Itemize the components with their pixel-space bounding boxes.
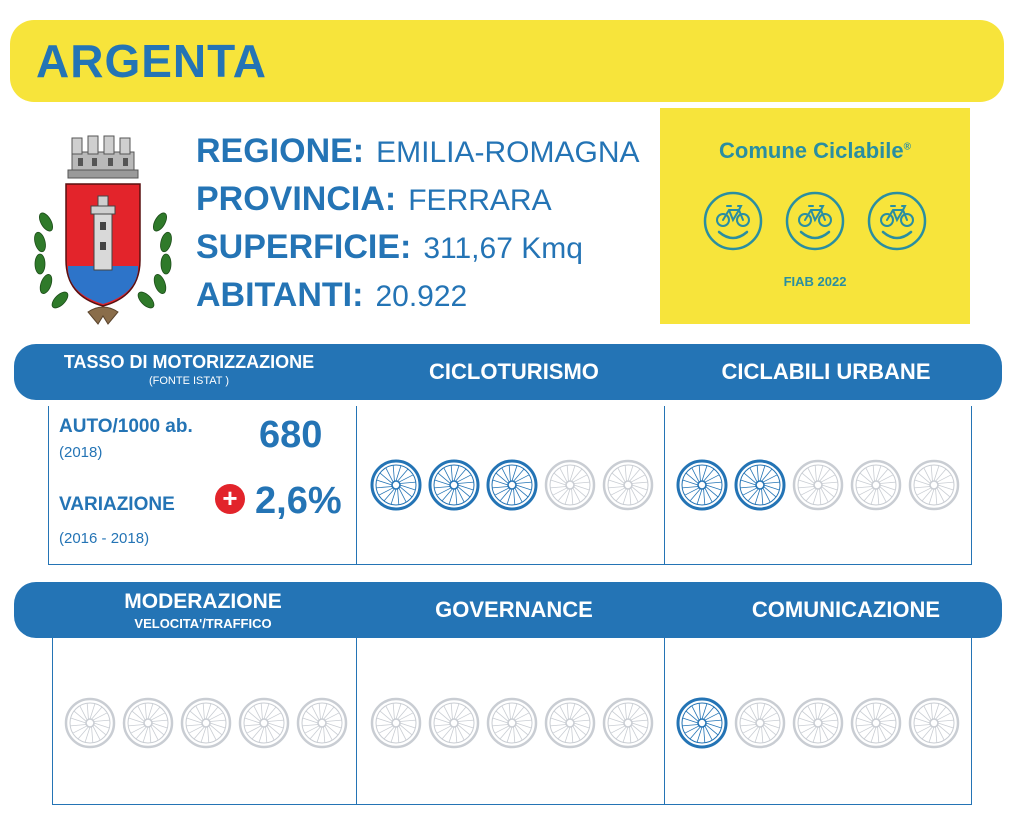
moderazione-panel <box>52 638 358 805</box>
wheel-icon-empty <box>791 458 845 512</box>
variation-years: (2016 - 2018) <box>59 530 150 547</box>
bike-smile-icon <box>784 190 846 252</box>
wheel-icon-empty <box>369 696 423 750</box>
wheel-icon-filled <box>675 458 729 512</box>
comunicazione-panel <box>664 638 972 805</box>
info-provincia <box>196 180 640 228</box>
auto-year: (2018) <box>59 444 103 461</box>
registered-mark: ® <box>903 141 911 153</box>
header-band-1 <box>14 344 1002 400</box>
motorization-source: (FONTE ISTAT ) <box>148 375 230 387</box>
info-value: 311,67 Kmq <box>423 232 583 265</box>
info-superficie <box>196 228 640 276</box>
wheel-icon-filled <box>485 458 539 512</box>
wheel-icon-empty <box>237 696 291 750</box>
motorization-title: TASSO DI MOTORIZZAZIONE <box>63 352 315 372</box>
plus-icon: + <box>215 484 245 514</box>
wheel-icon-empty <box>179 696 233 750</box>
info-label: PROVINCIA: <box>196 180 397 218</box>
variation-label: VARIAZIONE <box>59 494 175 515</box>
title-bar <box>10 20 1004 102</box>
wheel-icon-empty <box>485 696 539 750</box>
info-value: FERRARA <box>408 184 552 217</box>
ciclabili-urbane-title: CICLABILI URBANE <box>721 359 931 384</box>
info-value: EMILIA-ROMAGNA <box>376 136 640 169</box>
coat-of-arms-icon <box>28 130 178 330</box>
page-title: ARGENTA <box>36 35 268 87</box>
wheel-icon-empty <box>601 458 655 512</box>
bike-smile-icon <box>702 190 764 252</box>
wheel-icon-empty <box>543 458 597 512</box>
bike-smile-icon <box>866 190 928 252</box>
moderazione-subtitle: VELOCITA'/TRAFFICO <box>134 616 272 631</box>
info-label: ABITANTI: <box>196 276 364 314</box>
wheel-icon-filled <box>733 458 787 512</box>
badge-footer: FIAB 2022 <box>783 274 847 289</box>
wheel-icon-empty <box>63 696 117 750</box>
badge-title: Comune Ciclabile® <box>719 138 911 163</box>
ciclabili-urbane-rating <box>675 458 961 512</box>
info-label: SUPERFICIE: <box>196 228 412 266</box>
wheel-icon-empty <box>295 696 349 750</box>
info-abitanti <box>196 276 640 324</box>
wheel-icon-empty <box>791 696 845 750</box>
wheel-icon-empty <box>849 458 903 512</box>
header-band-2 <box>14 582 1002 638</box>
ciclabili-urbane-panel <box>664 406 972 565</box>
info-value: 20.922 <box>375 280 468 313</box>
cicloturismo-title: CICLOTURISMO <box>429 359 599 384</box>
comune-ciclabile-badge <box>660 108 970 324</box>
wheel-icon-empty <box>543 696 597 750</box>
wheel-icon-empty <box>733 696 787 750</box>
wheel-icon-empty <box>907 458 961 512</box>
wheel-icon-empty <box>907 696 961 750</box>
wheel-icon-empty <box>601 696 655 750</box>
motorization-panel <box>48 406 358 565</box>
municipality-info <box>196 132 640 324</box>
governance-panel <box>356 638 666 805</box>
auto-value: 680 <box>259 414 323 456</box>
comunicazione-title: COMUNICAZIONE <box>751 597 941 622</box>
wheel-icon-empty <box>849 696 903 750</box>
governance-rating <box>369 696 655 750</box>
info-label: REGIONE: <box>196 132 365 170</box>
cicloturismo-panel <box>356 406 666 565</box>
wheel-icon-empty <box>121 696 175 750</box>
info-regione <box>196 132 640 180</box>
cicloturismo-rating <box>369 458 655 512</box>
auto-label: AUTO/1000 ab. <box>59 416 193 437</box>
governance-title: GOVERNANCE <box>435 597 593 622</box>
moderazione-title: MODERAZIONE <box>124 590 282 613</box>
wheel-icon-filled <box>369 458 423 512</box>
variation-value: 2,6% <box>255 480 342 522</box>
comunicazione-rating <box>675 696 961 750</box>
wheel-icon-filled <box>427 458 481 512</box>
wheel-icon-empty <box>427 696 481 750</box>
wheel-icon-filled <box>675 696 729 750</box>
moderazione-rating <box>63 696 349 750</box>
